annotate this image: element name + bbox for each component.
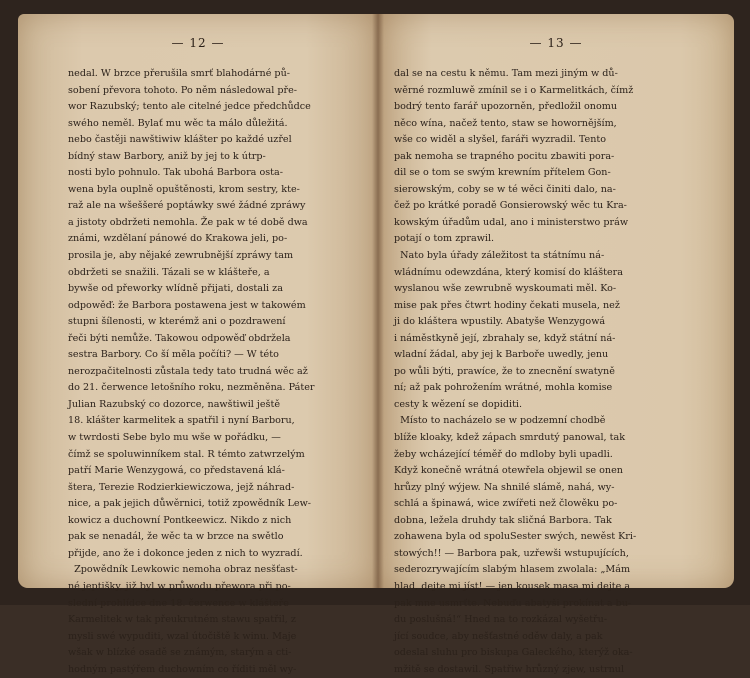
left-page-text (68, 66, 315, 678)
text-line: přijde, ano že i dokonce jeden z nich to wyzradí. (68, 547, 303, 559)
text-line: dobna, ležela druhdy tak sličná Barbora. Tak (394, 514, 612, 526)
text-line: pak nemoha se trapného pocitu zbawiti pora- (394, 150, 615, 162)
right-page (378, 14, 734, 675)
text-line: a jistoty obdržeti nemohla. Že pak w té době dwa (68, 216, 308, 228)
text-line: bywše od přeworky wlídně přijati, dostali za (68, 283, 283, 295)
text-line: wšak w blízké osadě se známým, starým a cti- (68, 647, 292, 659)
text-line: cesty k wězení se dopiditi. (394, 398, 523, 410)
text-line: sobení převora tohoto. Po něm následowal pře- (68, 84, 297, 96)
right-page-number: — 13 — (529, 36, 583, 50)
text-line: Zpowědník Lewkowic nemoha obraz nesšťast- (68, 564, 298, 576)
text-line: stupni šílenosti, w kterémž ani o pozdrawení (68, 316, 286, 328)
text-line: w twrdosti Sebe bylo mu wše w pořádku, — (68, 432, 281, 444)
text-line: Julian Razubský co dozorce, nawštiwil ještě (68, 398, 280, 410)
text-line: nedal. W brzce přerušila smrť blahodárné pů- (68, 68, 290, 79)
text-line: kowským úřadům udal, ano i ministerstwo práw (394, 216, 629, 228)
text-line: pak mne usmrťte. Nebuďu abatyši prokínat a bu- (394, 597, 632, 609)
text-line: zohawena byla od spoluSester swých, newěst Kri- (394, 531, 637, 543)
text-line: ji do kláštera wpustily. Abatyše Wenzygowá (394, 316, 606, 328)
text-line: sestra Barbory. Co ší měla počíti? — W této (68, 349, 279, 361)
book-gutter (372, 14, 384, 588)
text-line: čež po krátké poradě Gonsierowský wěc tu Kra- (394, 200, 627, 212)
text-line: mžitě se dostawil. Spatřiw hrůzný zjew, ustrnul (394, 663, 625, 675)
text-line: wěrné rozmluwě zmínil se i o Karmelitkách, čímž (394, 84, 634, 96)
text-line: Nato byla úřady záležitost ta státnímu ná- (394, 250, 605, 262)
text-line: wor Razubský; tento ale citelné jedce předchůdce (68, 101, 311, 113)
text-line: mise pak přes čtwrt hodiny čekati musela, než (394, 299, 620, 311)
text-line: raž ale na wšeššeré poptáwky swé žádné zpráwy (68, 200, 306, 212)
text-line: swého neměl. Bylať mu wěc ta málo důležitá. (68, 117, 288, 129)
text-line: 18. klášter karmelitek a spatřil i nyní Barboru, (68, 415, 295, 427)
text-line: du poslušná!“ Hned na to rozkázal wyšetřu- (394, 614, 608, 626)
text-line: mysli swé wypuditi, wzal útočiště k winu. Maje (68, 630, 297, 642)
text-line: hrůzy plný wýjew. Na shnilé slámě, nahá, wy- (394, 481, 615, 493)
text-line: žeby wcházející téměř do mdloby byli upadli. (394, 448, 613, 460)
text-line: wena byla ouplně opuštěnosti, krom sestry, kte- (68, 183, 300, 195)
text-line: ní; až pak pohrožením wrátné, mohla komise (394, 382, 613, 394)
text-line: i náměstkyně její, zbrahaly se, když státní ná- (394, 332, 616, 344)
text-line: nebo častěji nawštiwiw klášter po každé uzřel (68, 134, 292, 146)
text-line: dil se o tom se swým krewním přítelem Gon- (394, 167, 611, 179)
text-line: kowicz a duchowní Pontkeewicz. Nikdo z nich (68, 514, 292, 526)
text-line: wyslanou wše zewrubně wyskoumati měl. Ko- (394, 283, 617, 295)
text-line: schlá a špinawá, wice zwířeti než člowěku po- (394, 498, 618, 510)
text-line: štera, Terezie Rodzierkiewiczowa, jejž náhrad- (68, 481, 295, 493)
right-page-text (394, 66, 636, 678)
text-line: nosti bylo pohnulo. Tak ubohá Barbora osta- (68, 167, 283, 179)
text-line: známi, wzdělaní pánowé do Krakowa jeli, po- (68, 233, 288, 245)
text-line: bodrý tento farář upozorněn, předložil onomu (394, 101, 618, 113)
text-line: patří Marie Wenzygowá, co představená klá- (68, 465, 285, 477)
text-line: Karmelitek w tak přeukrutném stawu spatřil, z (68, 614, 296, 626)
text-line: wše co widěl a slyšel, faráři wyzradil. Tento (394, 134, 607, 146)
left-page-number: — 12 — (171, 36, 225, 50)
text-line: odeslal sluhu pro biskupa Galeckého, kterýž oka- (394, 647, 633, 659)
text-line: bídný staw Barbory, aniž by jej to k útrp- (68, 150, 266, 162)
text-line: blíže kloaky, kdež zápach smrdutý panowal, tak (394, 432, 626, 444)
text-line: odpowěď: že Barbora postawena jest w takowém (68, 299, 306, 311)
text-line: jící soudce, aby nešťastné oděw daly, a pak (394, 630, 603, 642)
text-line: dal se na cestu k němu. Tam mezi jiným w dů- (394, 68, 618, 79)
text-line: řeči býti nemůže. Takowou odpowěď obdržela (68, 332, 291, 344)
text-line: hodným pastýřem duchowním co říditi měl wy- (68, 663, 297, 675)
text-line: nice, a pak jejich důwěrnici, totiž zpowědník Lew- (68, 498, 312, 510)
text-line: né jeptišky, již byl w průwodu přewora při po- (68, 580, 291, 592)
text-line: Když konečně wrátná otewřela objewil se onen (394, 465, 623, 477)
text-line: pak se nenadál, že wěc ta w brzce na swětlo (68, 531, 284, 543)
text-line: prosila je, aby nějaké zewrubnější zpráwy tam (68, 250, 294, 262)
text-line: něco wína, načež tento, staw se howornějším, (394, 117, 617, 129)
text-line: obdržeti se snažili. Tázali se w klášteře, a (68, 266, 270, 278)
text-line: sierowským, coby se w té wěci činiti dalo, na- (394, 183, 616, 195)
text-line: čímž se spoluwinníkem stal. R témto zatwrzelým (68, 448, 305, 460)
text-line: sederozrywajícím slabým hlasem zwolala: „Mám (394, 564, 631, 576)
text-line: do 21. čerwence letošního roku, nezměněna. Páter (68, 382, 315, 394)
text-line: wládnímu odewzdána, který komisí do kláštera (394, 266, 623, 278)
text-line: wladní žádal, aby jej k Barboře uwedly, jenu (394, 349, 609, 361)
text-line: hlad, dejte mi jíst! — jen kousek masa mi dejte a (394, 580, 631, 592)
text-line: stowých!! — Barbora pak, uzřewši wstupujících, (394, 547, 629, 559)
text-line: potají o tom zprawil. (394, 233, 495, 245)
left-page (18, 14, 378, 675)
text-line: Místo to nacházelo se w podzemní chodbě (394, 415, 606, 427)
text-line: slední prohlídce dne 18. čerwence w klášteře (68, 597, 289, 609)
text-line: po wůli býti, prawíce, že to znecnění swatyně (394, 365, 615, 377)
text-line: nerozpačitelnosti zůstala tedy tato trudná wěc až (68, 365, 308, 377)
